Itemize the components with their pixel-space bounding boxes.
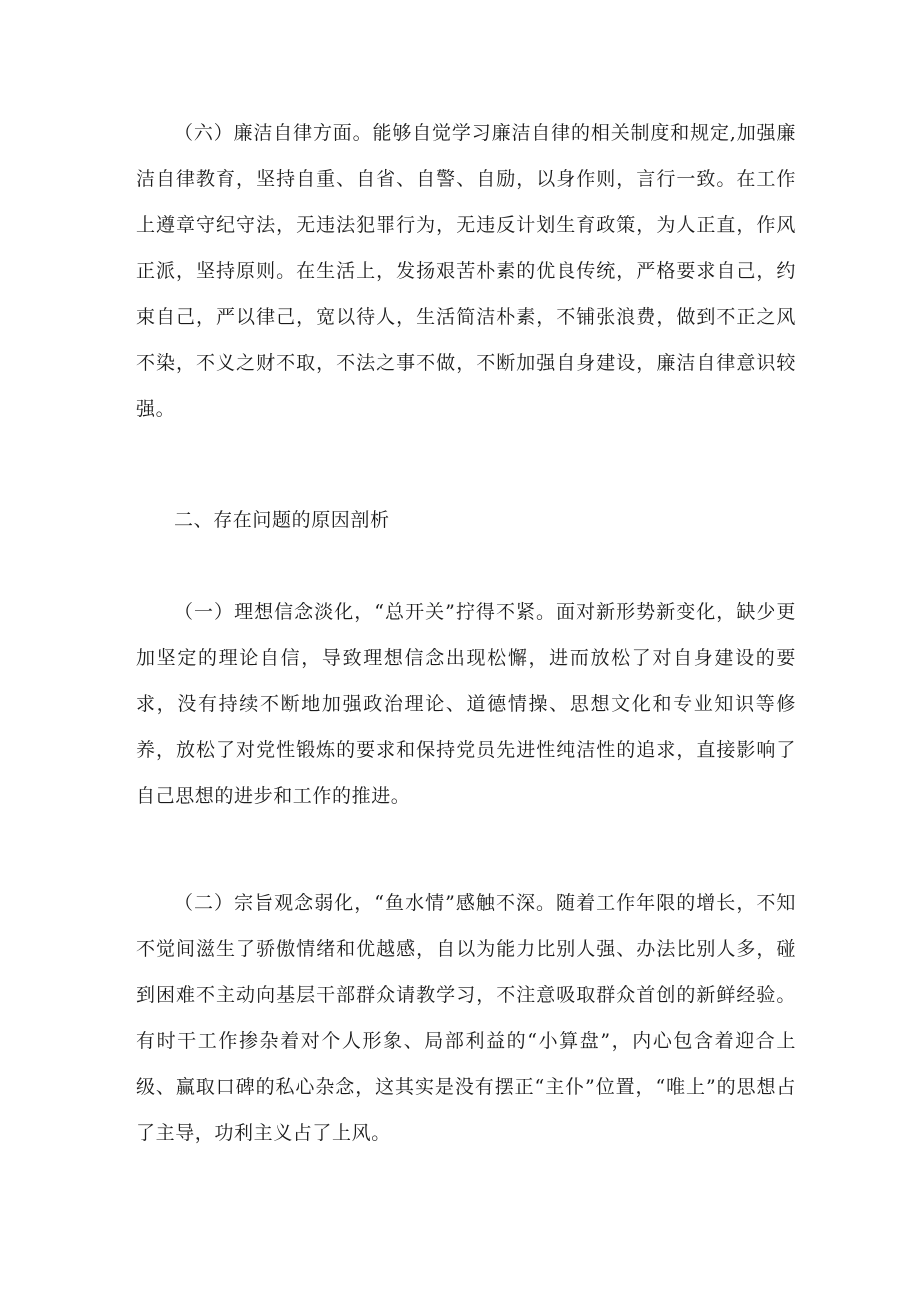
paragraph-integrity-self-discipline: （六）廉洁自律方面。能够自觉学习廉洁自律的相关制度和规定,加强廉洁自律教育，坚持自重、自省、自警、自励，以身作则，言行一致。在工作上遵章守纪守法，无违法犯罪行为，无违反计划生育政策，为人正直，作风正派，坚持原则。在生活上，发扬艰苦朴素的优良传统，严格要求自己，约束自己，严以律己，宽以待人，生活简洁朴素，不铺张浪费，做到不正之风不染，不义之财不取，不法之事不做，不断加强自身建设，廉洁自律意识较强。 [136, 122, 796, 420]
paragraph-purpose-concept: （二）宗旨观念弱化，“鱼水情”感触不深。随着工作年限的增长，不知不觉间滋生了骄傲情绪和优越感，自以为能力比别人强、办法比别人多，碰到困难不主动向基层干部群众请教学习，不注意吸取群众首创的新鲜经验。有时干工作掺杂着对个人形象、局部利益的“小算盘”，内心包含着迎合上级、赢取口碑的私心杂念，这其实是没有摆正“主仆”位置，“唯上”的思想占了主导，功利主义占了上风。 [136, 892, 796, 1144]
section-heading-cause-analysis: 二、存在问题的原因剖析 [174, 509, 390, 531]
paragraph-ideals-beliefs: （一）理想信念淡化，“总开关”拧得不紧。面对新形势新变化，缺少更加坚定的理论自信，导致理想信念出现松懈，进而放松了对自身建设的要求，没有持续不断地加强政治理论、道德情操、思想文化和专业知识等修养，放松了对党性锻炼的要求和保持党员先进性纯洁性的追求，直接影响了自己思想的进步和工作的推进。 [136, 601, 796, 807]
